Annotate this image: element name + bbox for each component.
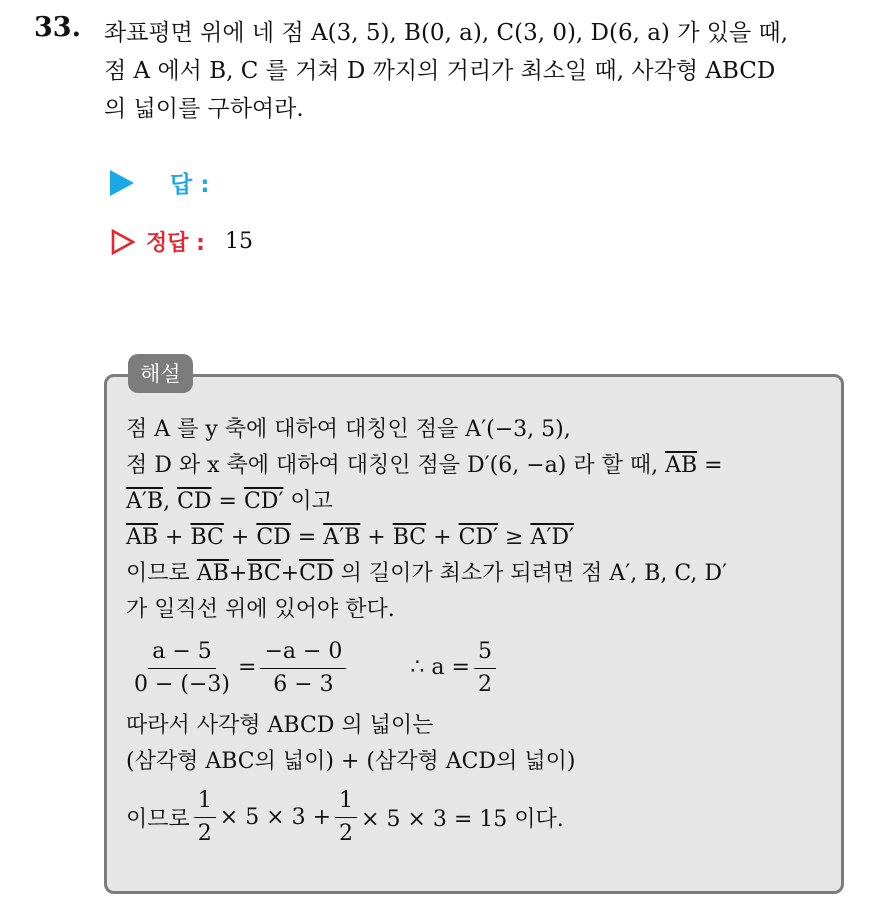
question-line: 의 넓이를 구하여라. <box>104 96 304 122</box>
text: + <box>426 525 459 550</box>
correct-answer-value: 15 <box>224 229 253 254</box>
segment: CD′ <box>458 525 499 550</box>
solution-tag: 해설 <box>128 354 193 393</box>
correct-answer-row <box>110 226 253 257</box>
text: = <box>211 489 244 514</box>
solution-line: 가 일직선 위에 있어야 한다. <box>126 597 395 622</box>
fraction <box>260 638 346 699</box>
segment: A′D′ <box>530 525 574 550</box>
denominator: 6 − 3 <box>273 671 334 697</box>
text: + <box>158 525 191 550</box>
segment-cd: $\overline{CD}$ <box>177 489 212 514</box>
denominator: 2 <box>339 820 354 846</box>
fraction <box>474 638 496 699</box>
text: + <box>360 525 393 550</box>
segment-cdp: CD′ <box>243 489 284 514</box>
segment: $\overline{BC}$ <box>247 561 281 586</box>
text: = <box>697 453 723 478</box>
segment: $\overline{AB}$ <box>126 525 159 550</box>
question-number: 33. <box>34 12 81 43</box>
solution-line: 점 A 를 y 축에 대하여 대칭인 점을 A′(−3, 5), <box>126 417 571 442</box>
segment: $\overline{CD}$ <box>256 525 291 550</box>
numerator: 1 <box>335 787 357 818</box>
solution-line <box>126 556 846 592</box>
answer-row <box>110 166 209 199</box>
fraction <box>194 787 216 848</box>
text: + <box>280 561 300 586</box>
solution-line <box>126 448 846 484</box>
numerator: 1 <box>194 787 216 818</box>
text: + <box>223 525 257 550</box>
question-line: 좌표평면 위에 네 점 A(3, 5), B(0, a), C(3, 0), D(6, a) 가 있을 때, <box>104 20 789 46</box>
therefore: ∴ a = <box>410 655 470 680</box>
text: 이므로 <box>126 806 190 832</box>
question-line: 점 A 에서 B, C 를 거쳐 D 까지의 거리가 최소일 때, 사각형 ABCD <box>104 58 776 84</box>
correct-answer-label: 정답 : <box>146 231 205 256</box>
solution-line: (삼각형 ABC의 넓이) + (삼각형 ACD의 넓이) <box>126 749 576 774</box>
text: 이고 <box>283 489 333 514</box>
solution-content <box>126 412 846 854</box>
fraction <box>130 638 234 699</box>
segment: $\overline{CD}$ <box>299 561 334 586</box>
area-equation <box>126 780 846 854</box>
text: ≥ <box>498 525 531 550</box>
numerator: 5 <box>474 638 496 669</box>
text: + <box>228 561 248 586</box>
text: × 5 × 3 = 15 이다. <box>361 806 564 832</box>
segment: A′B <box>323 525 361 550</box>
text: , <box>163 489 178 514</box>
denominator: 0 − (−3) <box>134 671 231 697</box>
text: = <box>290 525 324 550</box>
numerator: −a − 0 <box>260 638 346 669</box>
text: 의 길이가 최소가 되려면 점 A′, B, C, D′ <box>333 561 728 586</box>
segment-apb: A′B <box>126 489 164 514</box>
numerator: a − 5 <box>148 638 216 669</box>
text: 이므로 <box>126 561 197 586</box>
denominator: 2 <box>197 820 212 846</box>
question-text <box>104 14 874 128</box>
equals: = <box>238 655 257 680</box>
fraction-equation <box>126 628 846 708</box>
segment-ab: $\overline{AB}$ <box>665 453 698 478</box>
solution-line <box>126 484 846 520</box>
solution-line: 따라서 사각형 ABCD 의 넓이는 <box>126 713 434 738</box>
text: × 5 × 3 + <box>219 804 332 830</box>
answer-label: 답 : <box>170 172 210 198</box>
segment: $\overline{BC}$ <box>392 525 427 550</box>
solution-line <box>126 520 846 556</box>
segment: $\overline{AB}$ <box>196 561 229 586</box>
segment: $\overline{BC}$ <box>190 525 224 550</box>
play-triangle-icon <box>110 170 134 196</box>
outline-triangle-icon <box>110 228 136 256</box>
fraction <box>335 787 357 848</box>
text: 점 D 와 x 축에 대하여 대칭인 점을 D′(6, −a) 라 할 때, <box>126 453 666 478</box>
denominator: 2 <box>477 671 492 697</box>
